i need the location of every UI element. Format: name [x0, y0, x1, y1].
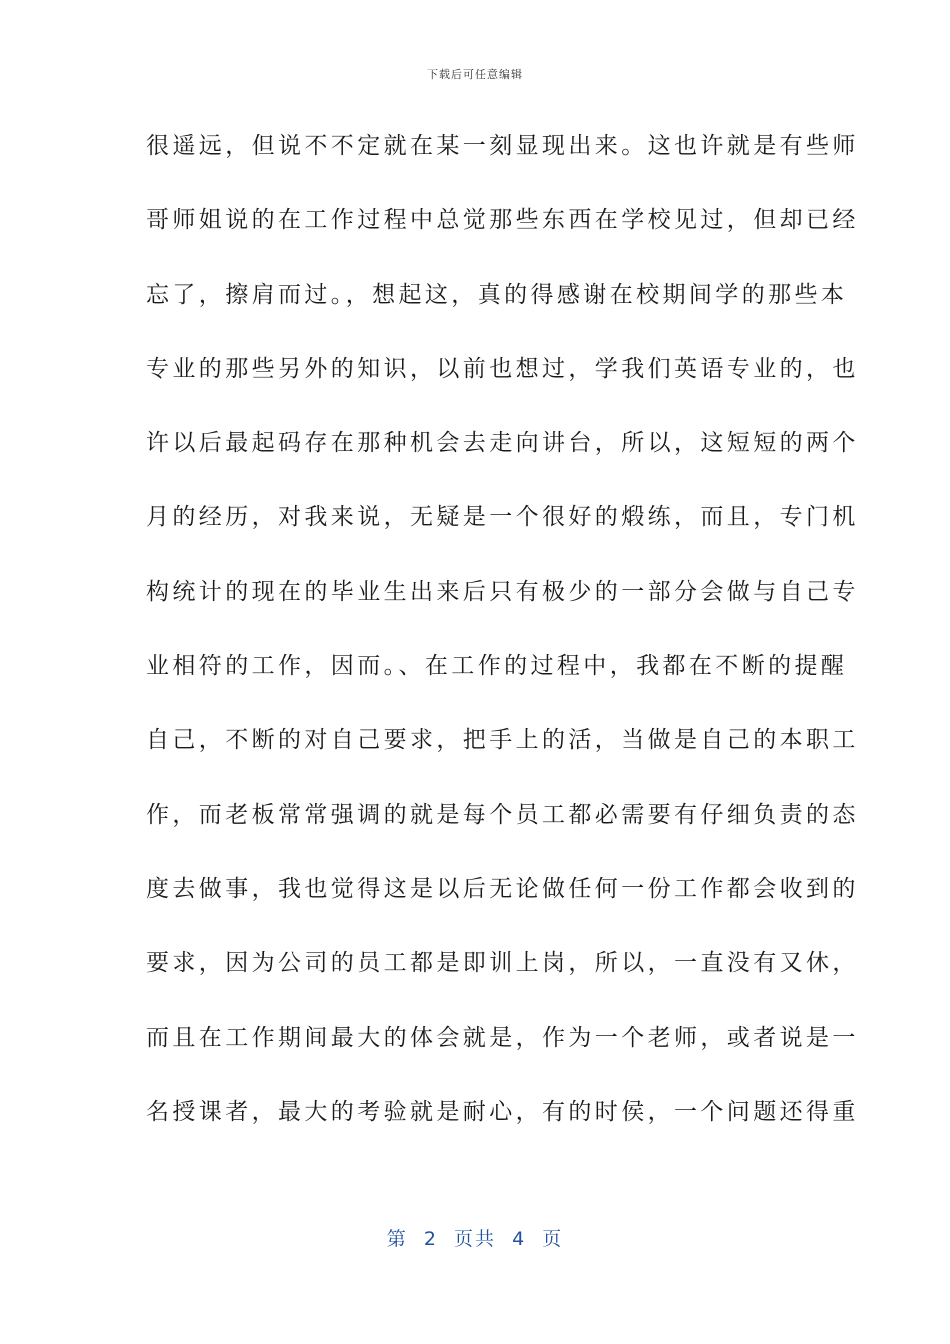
document-body — [146, 126, 859, 1166]
body-line: 忘了，擦肩而过。，想起这，真的得感谢在校期间学的那些本 — [146, 281, 848, 308]
body-line: 哥师姐说的在工作过程中总觉那些东西在学校见过，但却已经 — [146, 207, 859, 234]
body-line: 业相符的工作，因而。、在工作的过程中，我都在不断的提醒 — [146, 653, 848, 680]
body-line: 专业的那些另外的知识，以前也想过，学我们英语专业的，也 — [146, 355, 859, 382]
body-line: 月的经历，对我来说，无疑是一个很好的煅练，而且，专门机 — [146, 504, 859, 531]
body-line: 而且在工作期间最大的体会就是，作为一个老师，或者说是一 — [146, 1024, 859, 1051]
body-line: 要求，因为公司的员工都是即训上岗，所以，一直没有又休， — [146, 950, 859, 977]
page-number-label: 第 2 页共 4 页 — [386, 1228, 564, 1250]
body-line: 很遥远，但说不不定就在某一刻显现出来。这也许就是有些师 — [146, 133, 859, 159]
body-line: 许以后最起码存在那种机会去走向讲台，所以，这短短的两个 — [146, 430, 859, 457]
body-line: 度去做事，我也觉得这是以后无论做任何一份工作都会收到的 — [146, 875, 859, 902]
body-line: 自己，不断的对自己要求，把手上的活，当做是自己的本职工 — [146, 727, 859, 754]
body-line: 作，而老板常常强调的就是每个员工都必需要有仔细负责的态 — [146, 801, 859, 828]
page-header-note: 下载后可任意编辑 — [427, 68, 523, 81]
body-line: 构统计的现在的毕业生出来后只有极少的一部分会做与自己专 — [146, 578, 859, 605]
body-line: 名授课者，最大的考验就是耐心，有的时侯，一个问题还得重 — [146, 1098, 859, 1125]
page-number-footer — [0, 1224, 950, 1251]
